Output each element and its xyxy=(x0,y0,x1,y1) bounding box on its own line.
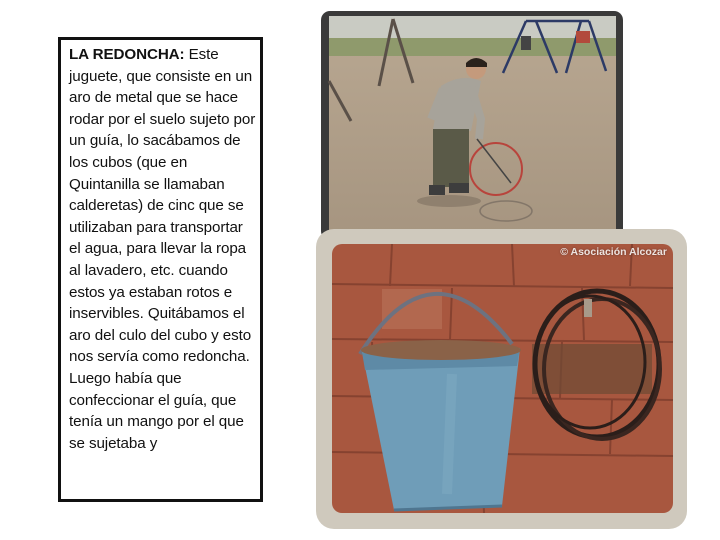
heading: LA REDONCHA: xyxy=(69,46,185,63)
text-content xyxy=(61,40,260,454)
watermark: © Asociación Alcozar xyxy=(560,246,667,258)
continuation-paragraph: Luego había que confeccionar el guía, que tenía un mango por el que se sujetaba y xyxy=(69,369,244,452)
body-paragraph: Este juguete, que consiste en un aro de metal que se hace rodar por el suelo sujeto por un guía, lo sacábamos de los cubos (que en Quintanilla se llamaban calderetas) de cinc que se utilizaban para transportar el agua, para llevar la ropa al lavadero, etc. cuando estos ya estaban rotos e inservibles. Quitábamos el aro del culo del cubo y esto nos servía como redoncha. xyxy=(69,46,256,366)
text-panel xyxy=(58,37,263,502)
photo-bucket-and-hoops xyxy=(332,244,673,513)
boy-hoop-illustration xyxy=(321,11,623,240)
photo-boy-with-hoop xyxy=(321,11,623,240)
bucket-hoop-illustration xyxy=(332,244,673,513)
